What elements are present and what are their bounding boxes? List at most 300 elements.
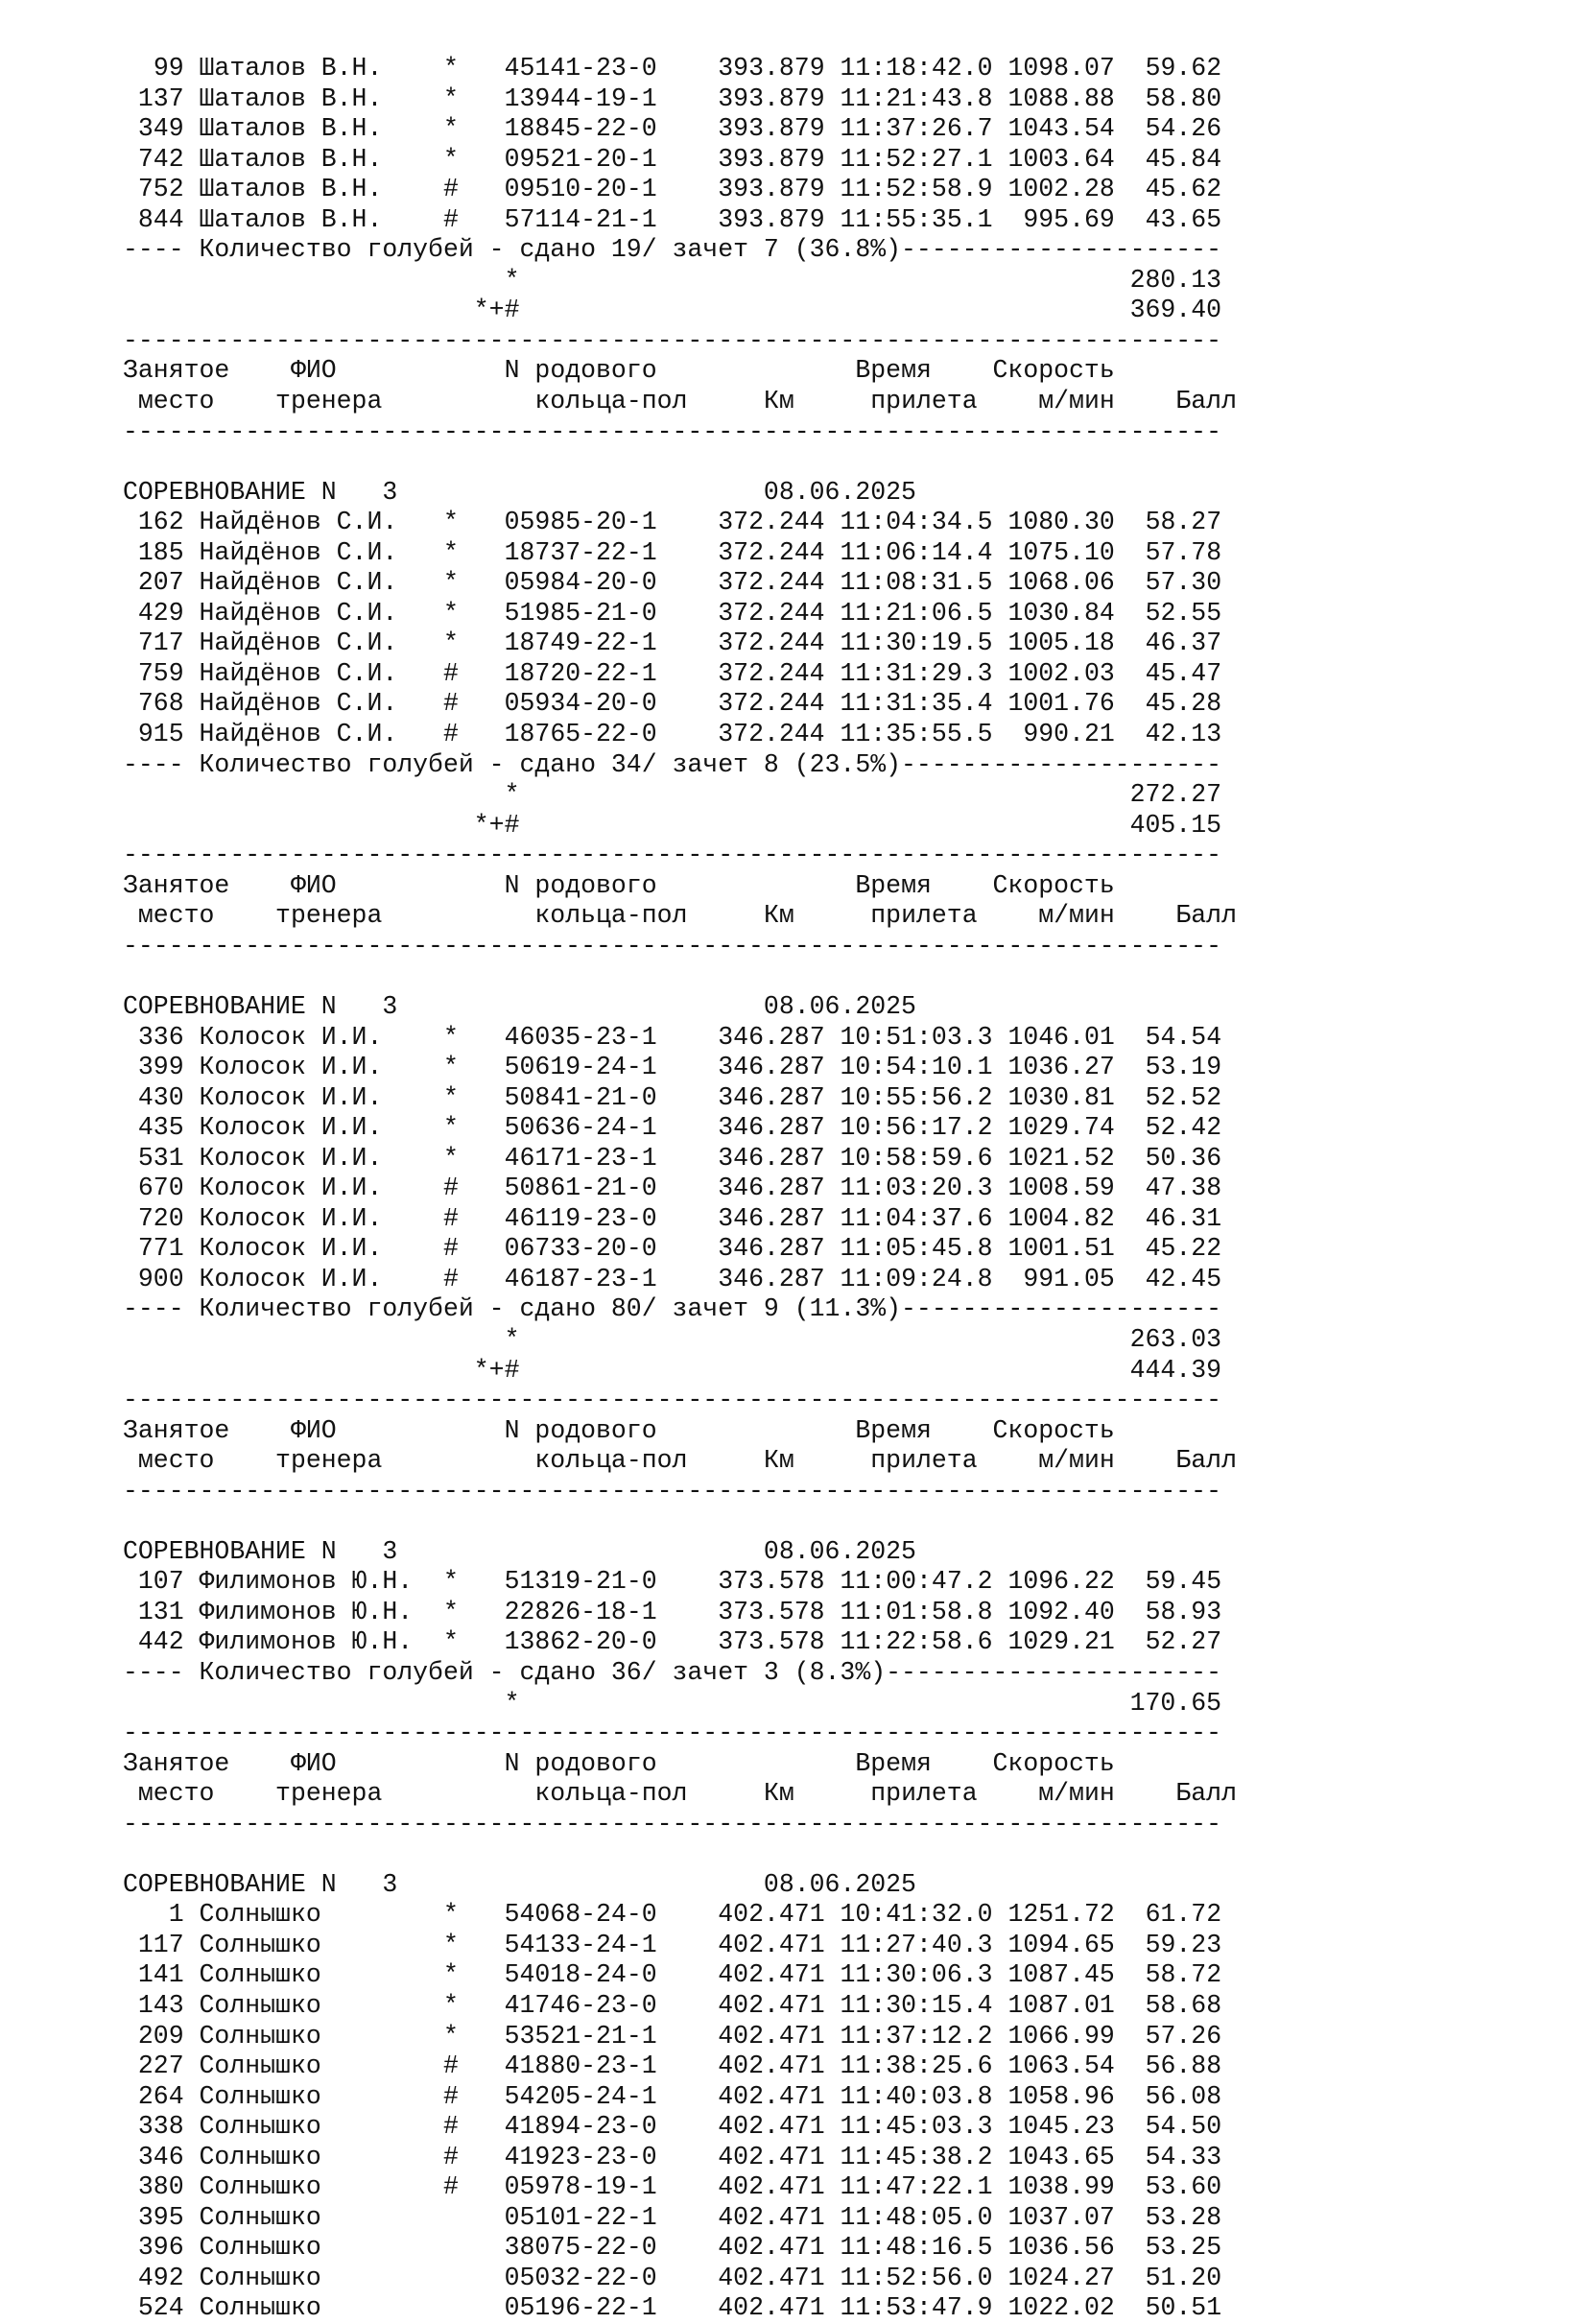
row-score: 52.52 (1145, 1082, 1222, 1112)
row-time: 11:06:14.4 (840, 537, 993, 567)
row-score: 53.19 (1145, 1053, 1222, 1082)
total-label: * (504, 1324, 520, 1354)
header-place: Занятое (123, 870, 230, 900)
row-mark: * (443, 2021, 459, 2051)
row-mark: # (442, 658, 459, 688)
table-header-row-2 (123, 387, 1485, 417)
row-km: 346.287 (718, 1203, 825, 1233)
row-trainer: Найдёнов С.И. (199, 568, 398, 598)
row-mark: * (443, 1053, 459, 1082)
row-score: 53.60 (1145, 2172, 1222, 2202)
row-speed: 1005.18 (1007, 628, 1115, 658)
row-time: 11:08:31.5 (840, 568, 993, 598)
blank-line (123, 1839, 1485, 1870)
row-speed: 1075.10 (1007, 537, 1115, 567)
row-trainer: Найдёнов С.И. (199, 689, 398, 719)
competition-title: СОРЕВНОВАНИЕ N 3 (123, 477, 398, 507)
row-ring: 46035-23-1 (504, 1022, 657, 1052)
table-row (123, 1174, 1485, 1204)
row-place: 768 (137, 689, 184, 719)
table-row (123, 720, 1485, 750)
row-trainer: Солнышко (199, 2051, 321, 2081)
row-score: 58.27 (1145, 508, 1222, 537)
total-value: 170.65 (1129, 1688, 1222, 1718)
row-km: 373.578 (718, 1567, 825, 1597)
header-score: Балл (1175, 1779, 1237, 1809)
row-trainer: Солнышко (199, 2293, 321, 2323)
row-speed: 1024.27 (1007, 2263, 1115, 2292)
row-km: 393.879 (718, 114, 825, 144)
table-row (123, 538, 1485, 569)
row-km: 346.287 (718, 1113, 825, 1143)
header-name: ФИО (290, 870, 337, 900)
row-trainer: Солнышко (199, 2263, 321, 2292)
row-ring: 53521-21-1 (504, 2021, 657, 2051)
row-mark: * (443, 54, 459, 83)
row-mark: * (443, 1022, 459, 1052)
table-header-row-1 (123, 1416, 1485, 1447)
row-mark: # (443, 175, 459, 204)
table-row (123, 1900, 1485, 1931)
row-km: 393.879 (718, 175, 825, 204)
row-time: 11:45:38.2 (840, 2142, 993, 2171)
row-trainer: Солнышко (199, 1991, 321, 2020)
divider: ------------------------------------------------------------------------ (123, 841, 1221, 870)
table-row (123, 628, 1485, 659)
table-row (123, 1144, 1485, 1174)
row-place: 209 (137, 2021, 184, 2051)
table-row (123, 689, 1485, 720)
competition-line (123, 1870, 1485, 1901)
row-score: 46.31 (1145, 1203, 1222, 1233)
row-km: 402.471 (718, 2293, 825, 2323)
row-km: 402.471 (718, 1900, 825, 1930)
row-time: 11:01:58.8 (840, 1597, 993, 1626)
row-km: 402.471 (718, 2142, 825, 2171)
total-line (123, 780, 1485, 811)
header-ring-2: кольца-пол (534, 1779, 688, 1809)
competition-line (123, 478, 1485, 509)
row-time: 11:52:56.0 (840, 2263, 993, 2292)
row-time: 11:27:40.3 (840, 1930, 993, 1959)
row-place: 720 (137, 1203, 184, 1233)
table-row (123, 568, 1485, 599)
blank-line (123, 961, 1485, 992)
total-value: 272.27 (1129, 780, 1222, 810)
row-speed: 1022.02 (1007, 2293, 1115, 2323)
row-speed: 1003.64 (1007, 144, 1115, 174)
header-arrival: прилета (870, 1446, 978, 1476)
total-value: 263.03 (1129, 1324, 1222, 1354)
row-ring: 18749-22-1 (504, 628, 657, 658)
total-value: 444.39 (1129, 1355, 1222, 1385)
row-km: 402.471 (718, 2233, 825, 2263)
row-ring: 41894-23-0 (504, 2112, 657, 2142)
row-ring: 41923-23-0 (504, 2142, 657, 2171)
row-ring: 22826-18-1 (504, 1597, 657, 1626)
row-score: 58.80 (1145, 83, 1222, 113)
row-speed: 1066.99 (1007, 2021, 1115, 2051)
row-km: 402.471 (718, 2051, 825, 2081)
row-speed: 991.05 (1023, 1264, 1115, 1293)
row-place: 117 (137, 1930, 184, 1959)
header-speed: Скорость (992, 1748, 1115, 1778)
table-row (123, 508, 1485, 538)
row-ring: 46119-23-0 (504, 1203, 657, 1233)
row-speed: 995.69 (1023, 204, 1115, 234)
header-name-2: тренера (275, 1446, 383, 1476)
table-row (123, 1023, 1485, 1054)
header-speed-unit: м/мин (1038, 1446, 1115, 1476)
header-time: Время (855, 1415, 932, 1445)
total-line (123, 1689, 1485, 1719)
row-place: 430 (137, 1082, 184, 1112)
table-row (123, 2143, 1485, 2173)
row-mark: # (443, 1264, 459, 1293)
row-place: 531 (137, 1143, 184, 1173)
row-speed: 1063.54 (1007, 2051, 1115, 2081)
row-speed: 1029.74 (1007, 1113, 1115, 1143)
row-ring: 51319-21-0 (504, 1567, 657, 1597)
table-row (123, 1627, 1485, 1658)
row-score: 54.33 (1145, 2142, 1222, 2171)
row-trainer: Шаталов В.Н. (199, 114, 383, 144)
row-score: 57.78 (1145, 537, 1222, 567)
divider: ------------------------------------------------------------------------ (123, 416, 1221, 446)
table-row (123, 659, 1485, 690)
row-place: 442 (137, 1627, 184, 1657)
table-row (123, 114, 1485, 145)
divider: ------------------------------------------------------------------------ (123, 1809, 1221, 1838)
row-score: 53.28 (1145, 2202, 1222, 2232)
row-ring: 05984-20-0 (504, 568, 657, 598)
row-time: 10:54:10.1 (840, 1053, 993, 1082)
row-km: 402.471 (718, 2112, 825, 2142)
row-mark: * (442, 598, 459, 628)
row-place: 227 (137, 2051, 184, 2081)
table-row (123, 54, 1485, 84)
row-ring: 13944-19-1 (504, 83, 657, 113)
header-score: Балл (1175, 901, 1237, 931)
row-place: 399 (137, 1053, 184, 1082)
table-row (123, 1960, 1485, 1991)
header-ring: N родового (504, 1748, 657, 1778)
row-score: 54.50 (1145, 2112, 1222, 2142)
row-ring: 18737-22-1 (504, 537, 657, 567)
row-time: 11:52:58.9 (840, 175, 993, 204)
row-speed: 1045.23 (1007, 2112, 1115, 2142)
row-mark: * (442, 1627, 459, 1657)
row-place: 349 (137, 114, 184, 144)
row-km: 346.287 (718, 1053, 825, 1082)
table-row (123, 1053, 1485, 1083)
row-score: 57.26 (1145, 2021, 1222, 2051)
row-km: 402.471 (718, 2263, 825, 2292)
row-mark: * (442, 508, 459, 537)
row-time: 11:37:26.7 (840, 114, 993, 144)
row-trainer: Солнышко (199, 2172, 321, 2202)
header-name-2: тренера (275, 901, 383, 931)
divider: ------------------------------------------------------------------------ (123, 1386, 1221, 1415)
row-trainer: Колосок И.И. (199, 1113, 383, 1143)
row-trainer: Найдёнов С.И. (199, 508, 398, 537)
total-line (123, 266, 1485, 296)
row-time: 11:52:27.1 (840, 144, 993, 174)
row-trainer: Солнышко (199, 1900, 321, 1930)
header-score: Балл (1175, 1446, 1237, 1476)
row-place: 264 (137, 2081, 184, 2111)
row-speed: 1029.21 (1007, 1627, 1115, 1657)
table-header-row-2 (123, 1446, 1485, 1477)
row-score: 42.45 (1145, 1264, 1222, 1293)
row-ring: 50841-21-0 (504, 1082, 657, 1112)
header-speed-unit: м/мин (1038, 901, 1115, 931)
header-place: Занятое (123, 1748, 230, 1778)
header-ring-2: кольца-пол (534, 1446, 688, 1476)
row-time: 11:04:37.6 (840, 1203, 993, 1233)
row-ring: 05196-22-1 (504, 2293, 657, 2323)
row-score: 52.42 (1145, 1113, 1222, 1143)
row-time: 10:41:32.0 (840, 1900, 993, 1930)
header-km: Км (763, 387, 794, 416)
row-time: 11:30:15.4 (840, 1991, 993, 2020)
row-place: 717 (137, 628, 184, 658)
row-ring: 54068-24-0 (504, 1900, 657, 1930)
row-trainer: Найдёнов С.И. (199, 658, 398, 688)
total-value: 280.13 (1129, 265, 1222, 295)
row-ring: 41746-23-0 (504, 1991, 657, 2020)
row-mark: # (443, 2051, 459, 2081)
table-row (123, 2172, 1485, 2203)
row-trainer: Шаталов В.Н. (199, 204, 383, 234)
total-value: 369.40 (1129, 296, 1222, 325)
competition-line (123, 1537, 1485, 1568)
competition-line (123, 992, 1485, 1023)
row-km: 372.244 (718, 537, 825, 567)
total-label: *+# (473, 296, 520, 325)
row-place: 395 (137, 2202, 184, 2232)
total-line (123, 296, 1485, 326)
row-ring: 13862-20-0 (504, 1627, 657, 1657)
row-time: 11:05:45.8 (840, 1234, 993, 1264)
row-speed: 1251.72 (1007, 1900, 1115, 1930)
competition-date: 08.06.2025 (763, 991, 916, 1021)
row-trainer: Колосок И.И. (199, 1053, 383, 1082)
row-mark: # (443, 2081, 459, 2111)
total-value: 405.15 (1129, 810, 1222, 840)
row-place: 143 (137, 1991, 184, 2020)
divider: ------------------------------------------------------------------------ (123, 931, 1221, 960)
header-ring-2: кольца-пол (534, 901, 688, 931)
row-time: 10:56:17.2 (840, 1113, 993, 1143)
total-line (123, 811, 1485, 842)
row-km: 393.879 (718, 54, 825, 83)
row-km: 372.244 (718, 689, 825, 719)
table-row (123, 2082, 1485, 2113)
row-mark: * (442, 1567, 459, 1597)
row-km: 346.287 (718, 1082, 825, 1112)
row-km: 402.471 (718, 1960, 825, 1990)
row-time: 11:21:06.5 (840, 598, 993, 628)
row-speed: 1001.76 (1007, 689, 1115, 719)
row-speed: 1092.40 (1007, 1597, 1115, 1626)
row-mark: * (442, 628, 459, 658)
row-place: 900 (137, 1264, 184, 1293)
row-speed: 1058.96 (1007, 2081, 1115, 2111)
row-speed: 1043.65 (1007, 2142, 1115, 2171)
table-row (123, 145, 1485, 176)
header-name: ФИО (290, 1415, 337, 1445)
row-time: 11:55:35.1 (840, 204, 993, 234)
total-line (123, 1325, 1485, 1356)
row-mark: * (443, 1930, 459, 1959)
row-mark: * (442, 568, 459, 598)
row-mark: * (443, 1991, 459, 2020)
row-score: 59.45 (1145, 1567, 1222, 1597)
row-km: 402.471 (718, 2021, 825, 2051)
row-time: 11:30:19.5 (840, 628, 993, 658)
row-km: 393.879 (718, 83, 825, 113)
summary-line (123, 235, 1485, 266)
row-mark: * (443, 1900, 459, 1930)
row-speed: 1080.30 (1007, 508, 1115, 537)
row-speed: 1037.07 (1007, 2202, 1115, 2232)
summary-count: ---- Количество голубей - сдано 19/ зачет 7 (36.8%)--------------------- (123, 235, 1221, 265)
row-mark: * (443, 144, 459, 174)
header-arrival: прилета (870, 901, 978, 931)
row-score: 54.54 (1145, 1022, 1222, 1052)
row-trainer: Найдёнов С.И. (199, 720, 398, 749)
row-score: 56.88 (1145, 2051, 1222, 2081)
row-place: 915 (137, 720, 184, 749)
row-mark: # (443, 2172, 459, 2202)
total-label: * (504, 780, 520, 810)
header-speed-unit: м/мин (1038, 387, 1115, 416)
row-place: 759 (137, 658, 184, 688)
table-header-row-2 (123, 1779, 1485, 1810)
table-row (123, 1204, 1485, 1235)
row-km: 372.244 (718, 628, 825, 658)
header-arrival: прилета (870, 1779, 978, 1809)
row-score: 46.37 (1145, 628, 1222, 658)
row-ring: 05101-22-1 (504, 2202, 657, 2232)
row-place: 336 (137, 1022, 184, 1052)
row-time: 11:38:25.6 (840, 2051, 993, 2081)
row-km: 393.879 (718, 144, 825, 174)
row-time: 11:00:47.2 (840, 1567, 993, 1597)
row-time: 11:45:03.3 (840, 2112, 993, 2142)
summary-line (123, 1294, 1485, 1325)
row-km: 402.471 (718, 1991, 825, 2020)
header-time: Время (855, 1748, 932, 1778)
row-ring: 05934-20-0 (504, 689, 657, 719)
results-document (123, 54, 1485, 2324)
header-arrival: прилета (870, 387, 978, 416)
table-row (123, 1083, 1485, 1114)
row-ring: 05985-20-1 (504, 508, 657, 537)
header-name: ФИО (290, 1748, 337, 1778)
row-trainer: Солнышко (199, 2112, 321, 2142)
row-km: 373.578 (718, 1627, 825, 1657)
row-trainer: Солнышко (199, 2233, 321, 2263)
header-time: Время (855, 356, 932, 386)
row-time: 11:37:12.2 (840, 2021, 993, 2051)
header-place-2: место (137, 1779, 215, 1809)
competition-title: СОРЕВНОВАНИЕ N 3 (123, 991, 398, 1021)
row-mark: * (443, 1113, 459, 1143)
row-time: 11:30:06.3 (840, 1960, 993, 1990)
table-header-row-1 (123, 1749, 1485, 1780)
row-ring: 06733-20-0 (504, 1234, 657, 1264)
row-score: 52.55 (1145, 598, 1222, 628)
row-ring: 54205-24-1 (504, 2081, 657, 2111)
header-ring: N родового (504, 1415, 657, 1445)
header-speed: Скорость (992, 356, 1115, 386)
row-time: 11:22:58.6 (840, 1627, 993, 1657)
row-time: 11:47:22.1 (840, 2172, 993, 2202)
row-ring: 46171-23-1 (504, 1143, 657, 1173)
table-row (123, 1265, 1485, 1295)
row-place: 137 (137, 83, 184, 113)
row-mark: # (442, 689, 459, 719)
row-speed: 1046.01 (1007, 1022, 1115, 1052)
summary-count: ---- Количество голубей - сдано 80/ зачет 9 (11.3%)--------------------- (123, 1294, 1221, 1324)
row-ring: 57114-21-1 (504, 204, 657, 234)
row-score: 50.36 (1145, 1143, 1222, 1173)
row-trainer: Колосок И.И. (199, 1264, 383, 1293)
divider: ------------------------------------------------------------------------ (123, 325, 1221, 355)
row-ring: 46187-23-1 (504, 1264, 657, 1293)
row-trainer: Филимонов Ю.Н. (199, 1597, 414, 1626)
row-ring: 18765-22-0 (504, 720, 657, 749)
row-km: 372.244 (718, 598, 825, 628)
row-time: 11:18:42.0 (840, 54, 993, 83)
competition-date: 08.06.2025 (763, 477, 916, 507)
row-trainer: Найдёнов С.И. (199, 537, 398, 567)
row-place: 99 (153, 54, 184, 83)
row-ring: 05978-19-1 (504, 2172, 657, 2202)
row-km: 402.471 (718, 2172, 825, 2202)
row-speed: 1087.01 (1007, 1991, 1115, 2020)
header-time: Время (855, 870, 932, 900)
row-score: 51.20 (1145, 2263, 1222, 2292)
divider: ------------------------------------------------------------------------ (123, 1719, 1221, 1748)
row-score: 53.25 (1145, 2233, 1222, 2263)
competition-title: СОРЕВНОВАНИЕ N 3 (123, 1536, 398, 1566)
row-trainer: Солнышко (199, 1930, 321, 1959)
row-place: 524 (137, 2293, 184, 2323)
row-mark: * (442, 1597, 459, 1626)
row-speed: 1030.81 (1007, 1082, 1115, 1112)
total-label: * (504, 265, 520, 295)
row-time: 10:51:03.3 (840, 1022, 993, 1052)
row-time: 10:58:59.6 (840, 1143, 993, 1173)
header-place: Занятое (123, 1415, 230, 1445)
row-score: 52.27 (1145, 1627, 1222, 1657)
row-place: 742 (137, 144, 184, 174)
header-place: Занятое (123, 356, 230, 386)
row-place: 207 (137, 568, 184, 598)
row-trainer: Шаталов В.Н. (199, 54, 383, 83)
table-row (123, 1234, 1485, 1265)
row-km: 346.287 (718, 1174, 825, 1203)
row-score: 56.08 (1145, 2081, 1222, 2111)
header-speed: Скорость (992, 1415, 1115, 1445)
row-mark: # (443, 2112, 459, 2142)
row-mark: # (443, 1203, 459, 1233)
header-km: Км (763, 1779, 794, 1809)
row-ring: 38075-22-0 (504, 2233, 657, 2263)
